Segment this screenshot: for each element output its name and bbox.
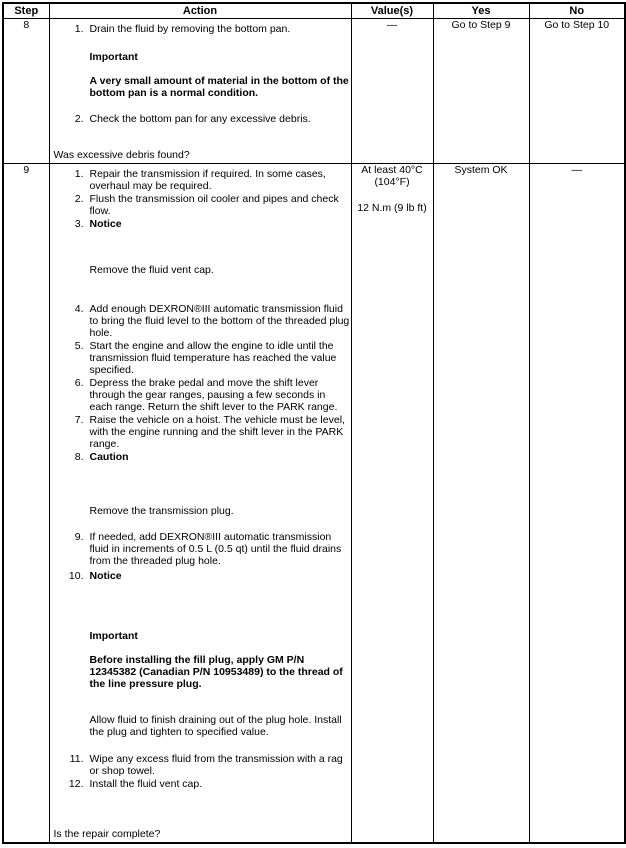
step-9-question: Is the repair complete? [53, 828, 161, 840]
item-number: 5. [74, 339, 84, 352]
action-item [50, 414, 351, 450]
item-text: Depress the brake pedal and move the shift lever through the gear ranges, pausing a few seconds in each range. Return the shift lever to the PARK range. [89, 376, 338, 413]
step-8-row [3, 18, 625, 163]
item-text: Add enough DEXRON®III automatic transmission fluid to bring the fluid level to the bottom of the threaded plug hole. [89, 302, 350, 339]
important-text: Before installing the fill plug, apply GM P/N 12345382 (Canadian P/N 10953489) to the thread of the line pressure plug. [89, 653, 343, 690]
item-text: Wipe any excess fluid from the transmission with a rag or shop towel. [89, 752, 343, 777]
step-8-question: Was excessive debris found? [53, 148, 190, 161]
action-item [50, 218, 351, 230]
step-9-value [351, 163, 433, 843]
header-row [3, 3, 625, 18]
caution-label: Caution [89, 450, 129, 463]
action-item [50, 570, 351, 582]
item-number: 1. [74, 167, 84, 180]
item-number: 4. [74, 302, 84, 315]
item-text: Drain the fluid by removing the bottom pan. [89, 22, 291, 35]
step-8-number: 8 [3, 18, 49, 163]
item-number: 8. [74, 450, 84, 463]
value-temp-line2: (104°F) [374, 175, 410, 188]
item-number: 12. [68, 777, 84, 790]
item-number: 1. [74, 22, 84, 35]
item-text: Raise the vehicle on a hoist. The vehicle must be level, with the engine running and the shift lever in the PARK range. [89, 413, 345, 450]
action-item [50, 451, 351, 463]
action-item [50, 113, 351, 125]
action-item [50, 531, 351, 567]
value-torque: 12 N.m (9 lb ft) [357, 201, 427, 214]
step-8-no: Go to Step 10 [529, 18, 625, 163]
important-label: Important [89, 629, 138, 642]
item-text: Flush the transmission oil cooler and pipes and check flow. [89, 192, 339, 217]
item-number: 10. [68, 569, 84, 582]
item-text: Start the engine and allow the engine to idle until the transmission fluid temperature has reached the value specified. [89, 339, 337, 376]
item-text: If needed, add DEXRON®III automatic transmission fluid in increments of 0.5 L (0.5 qt) until the fluid drains from the threaded plug hole. [89, 530, 342, 567]
item-number: 11. [69, 752, 84, 765]
step-9-yes: System OK [433, 163, 529, 843]
item-number: 7. [74, 413, 84, 426]
action-item [50, 753, 351, 777]
value-temp-line1: At least 40°C [361, 163, 423, 176]
action-item [50, 23, 351, 35]
header-step: Step [3, 3, 49, 18]
step-8-action [49, 18, 351, 163]
diagnostic-table [2, 2, 626, 844]
step-9-no: — [529, 163, 625, 843]
item-number: 2. [74, 192, 84, 205]
notice-label: Notice [89, 569, 122, 582]
notice-label: Notice [89, 217, 122, 230]
header-no: No [529, 3, 625, 18]
step-9-number: 9 [3, 163, 49, 843]
header-values: Value(s) [351, 3, 433, 18]
item-number: 2. [74, 112, 84, 125]
header-action: Action [49, 3, 351, 18]
item-number: 6. [74, 376, 84, 389]
header-yes: Yes [433, 3, 529, 18]
transmission-plug-paragraph: Remove the transmission plug. [89, 504, 234, 517]
item-text: Repair the transmission if required. In some cases, overhaul may be required. [89, 167, 326, 192]
item-text: Install the fluid vent cap. [89, 777, 203, 790]
item-text: Check the bottom pan for any excessive debris. [89, 112, 311, 125]
item-number: 9. [74, 530, 84, 543]
action-item [50, 168, 351, 192]
action-item [50, 340, 351, 376]
important-label: Important [89, 50, 138, 63]
action-item [50, 193, 351, 217]
step-9-row [3, 163, 625, 843]
action-item [50, 303, 351, 339]
allow-fluid-paragraph: Allow fluid to finish draining out of the plug hole. Install the plug and tighten to specified value. [89, 713, 342, 738]
important-text: A very small amount of material in the bottom of the bottom pan is a normal condition. [89, 74, 349, 99]
action-item [50, 778, 351, 790]
action-item [50, 377, 351, 413]
step-9-action [49, 163, 351, 843]
step-8-value: — [351, 18, 433, 163]
step-8-yes: Go to Step 9 [433, 18, 529, 163]
item-number: 3. [74, 217, 84, 230]
vent-cap-paragraph: Remove the fluid vent cap. [89, 263, 214, 276]
